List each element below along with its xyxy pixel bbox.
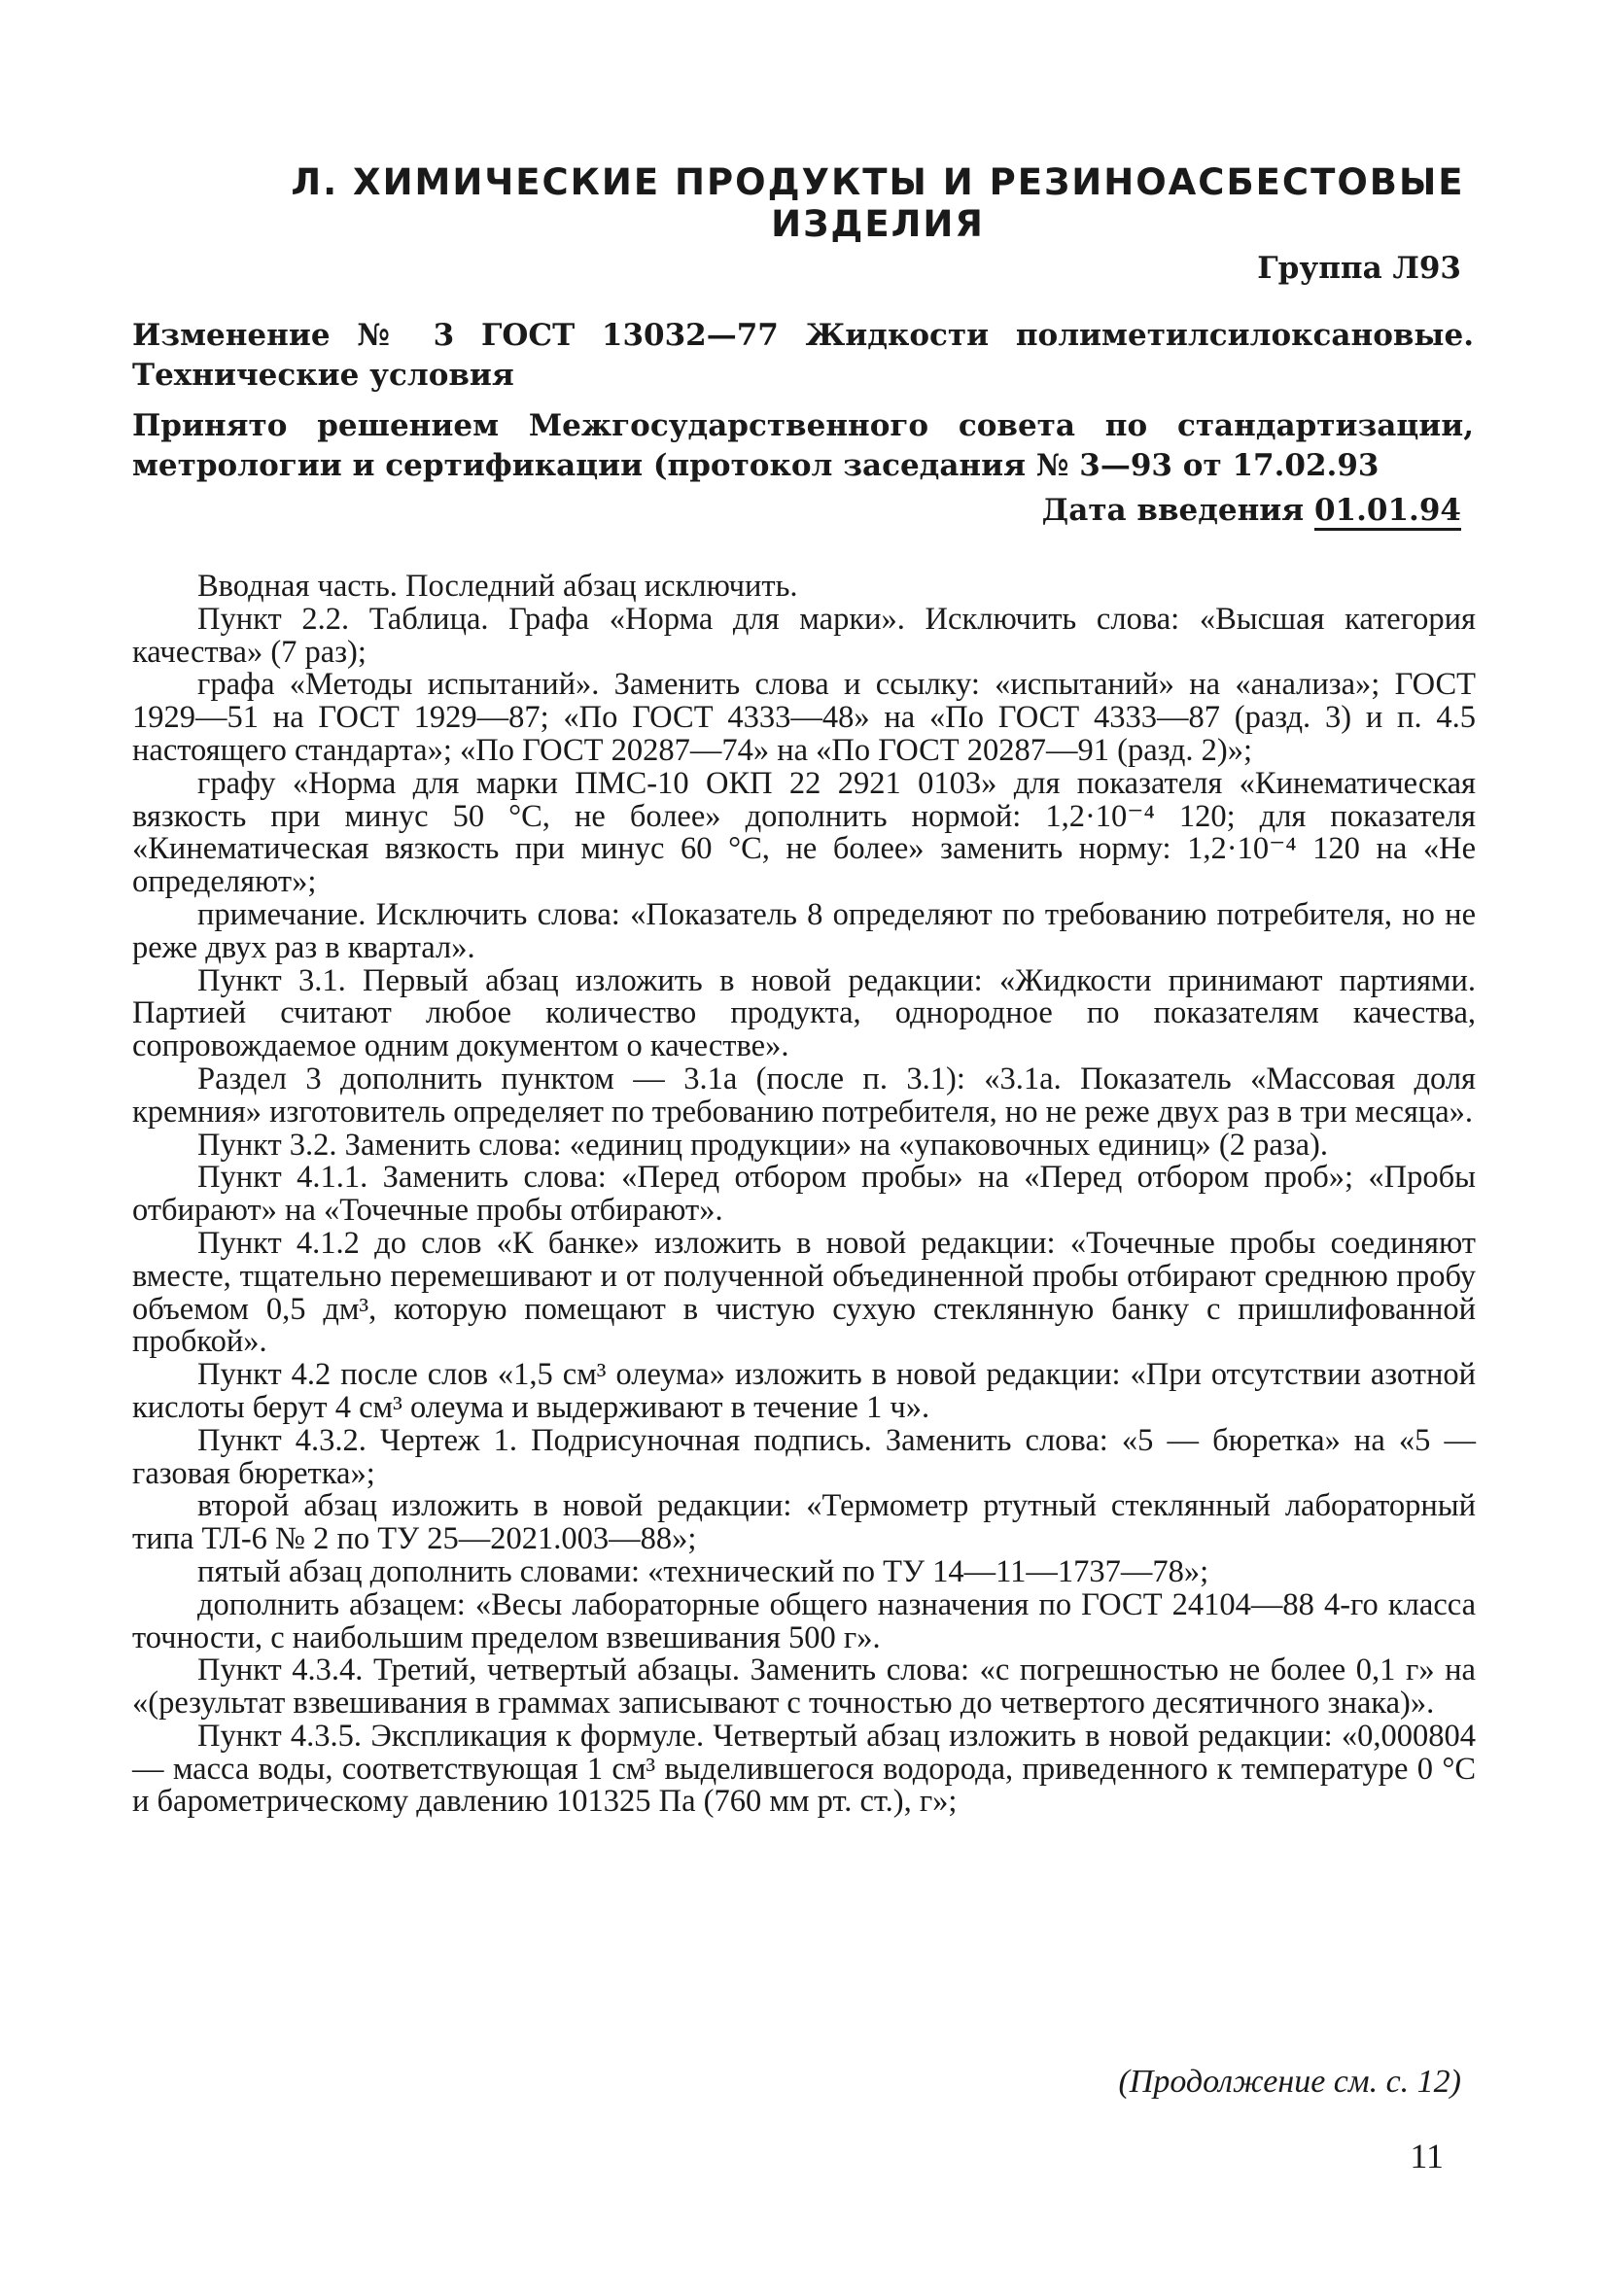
- section-title: Л. ХИМИЧЕСКИЕ ПРОДУКТЫ И РЕЗИНОАСБЕСТОВЫЕ ИЗДЕЛИЯ: [291, 161, 1465, 245]
- effective-date: [1042, 493, 1461, 528]
- paragraph: Пункт 3.2. Заменить слова: «единиц продукции» на «упаковочных единиц» (2 раза).: [197, 1127, 1328, 1163]
- group-code: Группа Л93: [1257, 251, 1461, 286]
- paragraph: примечание. Исключить слова: «Показатель 8 определяют по требованию потребителя, но не реже двух раз в квартал».: [132, 896, 1476, 965]
- paragraph: Пункт 4.3.4. Третий, четвертый абзацы. Заменить слова: «с погрешностью не более 0,1 г» на «(результат взвешивания в граммах записывают с точностью до четвертого десятичного знака)».: [132, 1652, 1476, 1722]
- paragraph: Пункт 2.2. Таблица. Графа «Норма для марки». Исключить слова: «Высшая категория качества» (7 раз);: [132, 601, 1476, 670]
- page-number: 11: [1410, 2137, 1444, 2175]
- paragraph: дополнить абзацем: «Весы лабораторные общего назначения по ГОСТ 24104—88 4-го класса точности, с наибольшим пределом взвешивания 500 г».: [132, 1586, 1476, 1655]
- paragraph: пятый абзац дополнить словами: «технический по ТУ 14—11—1737—78»;: [197, 1553, 1209, 1589]
- body-text: [132, 571, 1476, 1819]
- continuation-note: (Продолжение см. с. 12): [1118, 2064, 1461, 2100]
- adoption-note: Принято решением Межгосударственного совета по стандартизации, метрологии и сертификации (протокол заседания № 3—93 от 17.02.93: [132, 408, 1474, 483]
- paragraph: второй абзац изложить в новой редакции: «Термометр ртутный стеклянный лабораторный типа ТЛ-6 № 2 по ТУ 25—2021.003—88»;: [132, 1488, 1476, 1557]
- paragraph: Вводная часть. Последний абзац исключить.: [197, 569, 798, 604]
- paragraph: Раздел 3 дополнить пунктом — 3.1а (после п. 3.1): «3.1а. Показатель «Массовая доля кремния» изготовитель определяет по требованию потребителя, но не реже двух раз в три месяца».: [132, 1061, 1476, 1130]
- effective-date-value: 01.01.94: [1314, 493, 1461, 531]
- paragraph: Пункт 4.3.2. Чертеж 1. Подрисуночная подпись. Заменить слова: «5 — бюретка» на «5 — газовая бюретка»;: [132, 1422, 1476, 1491]
- paragraph: Пункт 4.2 после слов «1,5 см³ олеума» изложить в новой редакции: «При отсутствии азотной кислоты берут 4 см³ олеума и выдерживают в течение 1 ч».: [132, 1357, 1476, 1425]
- paragraph: Пункт 4.1.1. Заменить слова: «Перед отбором пробы» на «Перед отбором проб»; «Пробы отбирают» на «Точечные пробы отбирают».: [132, 1160, 1476, 1229]
- paragraph: графу «Норма для марки ПМС-10 ОКП 22 2921 0103» для показателя «Кинематическая вязкость при минус 50 °С, не более» дополнить нормой: 1,2·10⁻⁴ 120; для показателя «Кинематическая вязкость при минус 60 °С, не более» заменить норму: 1,2·10⁻⁴ 120 на «Не определяют»;: [132, 765, 1476, 900]
- paragraph: Пункт 4.1.2 до слов «К банке» изложить в новой редакции: «Точечные пробы соединяют вместе, тщательно перемешивают и от полученной объединенной пробы отбирают среднюю пробу объемом 0,5 дм³, которую помещают в чистую сухую стеклянную банку с пришлифованной пробкой».: [132, 1225, 1476, 1360]
- paragraph: Пункт 4.3.5. Экспликация к формуле. Четвертый абзац изложить в новой редакции: «0,000804 — масса воды, соответствующая 1 см³ выделившегося водорода, приведенного к температуре 0 °С и барометрическому давлению 101325 Па (760 мм рт. ст.), г»;: [132, 1718, 1476, 1820]
- paragraph: графа «Методы испытаний». Заменить слова и ссылку: «испытаний» на «анализа»; ГОСТ 1929—51 на ГОСТ 1929—87; «По ГОСТ 4333—48» на «По ГОСТ 4333—87 (разд. 3) и п. 4.5 настоящего стандарта»; «По ГОСТ 20287—74» на «По ГОСТ 20287—91 (разд. 2)»;: [132, 667, 1476, 768]
- change-title: Изменение № 3 ГОСТ 13032—77 Жидкости полиметилсилоксановые. Технические условия: [132, 318, 1474, 393]
- effective-date-label: Дата введения: [1041, 493, 1305, 528]
- paragraph: Пункт 3.1. Первый абзац изложить в новой редакции: «Жидкости принимают партиями. Партией считают любое количество продукта, однородное по показателям качества, сопровождаемое одним документом о качестве».: [132, 962, 1476, 1064]
